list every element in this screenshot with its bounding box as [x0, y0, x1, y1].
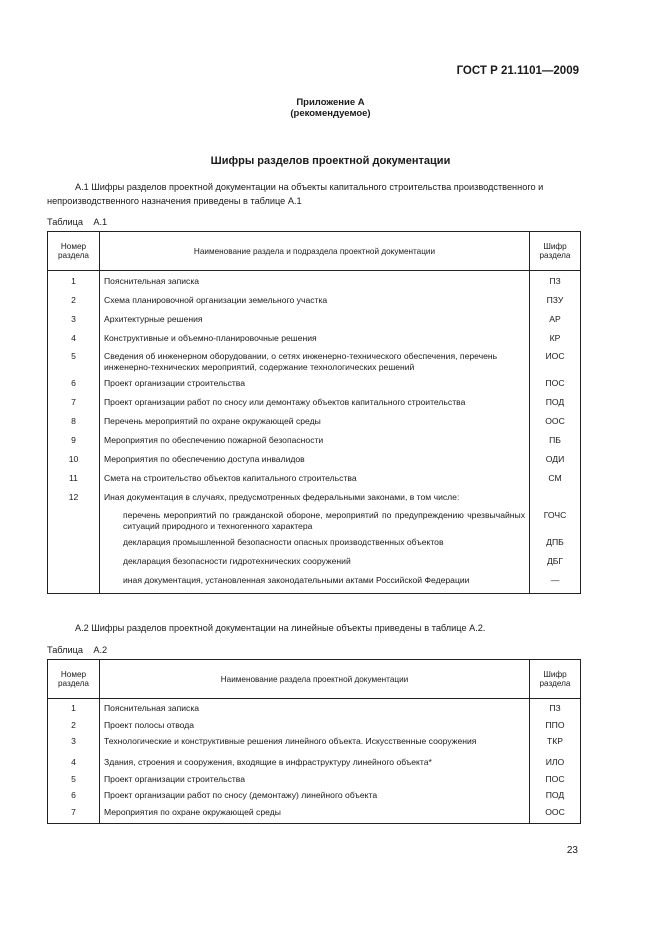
- section-code-cell: ПОС: [530, 377, 581, 396]
- table2-header-row: [48, 660, 581, 699]
- section-name-cell: Пояснительная записка: [100, 275, 530, 294]
- section-code-cell: КР: [530, 332, 581, 351]
- section-code-cell: ПОС: [530, 774, 581, 791]
- paragraph-a1: [47, 180, 581, 208]
- standard-number: ГОСТ Р 21.1101—2009: [456, 65, 579, 77]
- section-code-cell: —: [530, 574, 581, 594]
- table2-body: [48, 699, 581, 824]
- section-number-cell: 4: [48, 757, 100, 774]
- table-row: [48, 415, 581, 434]
- table-row: [48, 396, 581, 415]
- subsection-name-cell: перечень мероприятий по гражданской обороне, мероприятий по предупреждению чрезвычайных ситуаций природного и техногенного характера: [100, 510, 530, 536]
- table2-header-name: Наименование раздела проектной документации: [100, 660, 530, 699]
- table1-body: [48, 271, 581, 594]
- section-number-cell: [48, 574, 100, 594]
- section-name-cell: Мероприятия по охране окружающей среды: [100, 807, 530, 824]
- section-code-cell: АР: [530, 313, 581, 332]
- section-code-cell: СМ: [530, 472, 581, 491]
- table-row: [48, 574, 581, 594]
- section-code-cell: ПБ: [530, 434, 581, 453]
- table-row: [48, 774, 581, 791]
- table-row: [48, 453, 581, 472]
- section-number-cell: 1: [48, 703, 100, 720]
- table1-header-code: Шифр раздела: [530, 232, 581, 271]
- table1-header-number: Номер раздела: [48, 232, 100, 271]
- section-number-cell: 6: [48, 377, 100, 396]
- section-code-cell: ПОД: [530, 790, 581, 807]
- section-title: Шифры разделов проектной документации: [210, 155, 451, 167]
- section-name-cell: Перечень мероприятий по охране окружающей среды: [100, 415, 530, 434]
- section-name-cell: Схема планировочной организации земельного участка: [100, 294, 530, 313]
- section-code-cell: [530, 491, 581, 510]
- table1-header-name: Наименование раздела и подраздела проектной документации: [100, 232, 530, 271]
- table-row: [48, 555, 581, 574]
- section-name-cell: Проект полосы отвода: [100, 720, 530, 737]
- section-number-cell: 5: [48, 774, 100, 791]
- table-row: [48, 736, 581, 757]
- section-code-cell: ОДИ: [530, 453, 581, 472]
- section-name-cell: Пояснительная записка: [100, 703, 530, 720]
- table-row: [48, 434, 581, 453]
- section-name-cell: Мероприятия по обеспечению пожарной безопасности: [100, 434, 530, 453]
- table-row: [48, 536, 581, 555]
- section-number-cell: 8: [48, 415, 100, 434]
- paragraph-a2: [47, 621, 581, 635]
- table-row: [48, 275, 581, 294]
- appendix-title: Приложение А: [296, 97, 365, 108]
- section-number-cell: 2: [48, 720, 100, 737]
- table-row: [48, 472, 581, 491]
- section-code-cell: ИЛО: [530, 757, 581, 774]
- table-row: [48, 377, 581, 396]
- section-code-cell: ТКР: [530, 736, 581, 757]
- table-row: [48, 294, 581, 313]
- table2-header-number: Номер раздела: [48, 660, 100, 699]
- section-name-cell: Проект организации работ по сносу (демонтажу) линейного объекта: [100, 790, 530, 807]
- table-a1: [47, 231, 581, 594]
- appendix-subtitle: (рекомендуемое): [290, 108, 371, 119]
- section-number-cell: 9: [48, 434, 100, 453]
- section-name-cell: Мероприятия по обеспечению доступа инвалидов: [100, 453, 530, 472]
- table-row: [48, 720, 581, 737]
- section-code-cell: ПЗ: [530, 703, 581, 720]
- section-name-cell: Технологические и конструктивные решения линейного объекта. Искусственные сооружения: [100, 736, 530, 757]
- table1-caption-word: Таблица: [47, 217, 84, 227]
- section-name-cell: Смета на строительство объектов капитального строительства: [100, 472, 530, 491]
- paragraph-a1-text: А.1 Шифры разделов проектной документации на объекты капитального строительства производственного и непроизводственного назначения приведены в таблице А.1: [47, 182, 544, 206]
- table-row: [48, 790, 581, 807]
- table-row: [48, 491, 581, 510]
- subsection-name-cell: декларация безопасности гидротехнических сооружений: [100, 555, 530, 574]
- table-row: [48, 703, 581, 720]
- section-code-cell: ППО: [530, 720, 581, 737]
- section-number-cell: 3: [48, 313, 100, 332]
- section-name-cell: Иная документация в случаях, предусмотренных федеральными законами, в том числе:: [100, 491, 530, 510]
- section-code-cell: ПЗУ: [530, 294, 581, 313]
- section-code-cell: ДБГ: [530, 555, 581, 574]
- table-row: [48, 351, 581, 377]
- section-name-cell: Проект организации строительства: [100, 774, 530, 791]
- table-row: [48, 313, 581, 332]
- section-number-cell: 6: [48, 790, 100, 807]
- table1-caption: [47, 217, 107, 227]
- table1-header-row: [48, 232, 581, 271]
- table-row: [48, 757, 581, 774]
- page-number: 23: [566, 845, 578, 856]
- section-number-cell: 2: [48, 294, 100, 313]
- section-number-cell: 10: [48, 453, 100, 472]
- section-name-cell: Сведения об инженерном оборудовании, о сетях инженерно-технического обеспечения, перечень инженерно-технических мероприятий, содержание технологических решений: [100, 351, 530, 377]
- subsection-name-cell: декларация промышленной безопасности опасных производственных объектов: [100, 536, 530, 555]
- section-number-cell: 1: [48, 275, 100, 294]
- table2-header-code: Шифр раздела: [530, 660, 581, 699]
- table2-caption: [47, 645, 107, 655]
- section-number-cell: 5: [48, 351, 100, 377]
- section-number-cell: [48, 555, 100, 574]
- section-number-cell: 12: [48, 491, 100, 510]
- section-code-cell: ГОЧС: [530, 510, 581, 536]
- table-row: [48, 807, 581, 824]
- section-name-cell: Здания, строения и сооружения, входящие в инфраструктуру линейного объекта*: [100, 757, 530, 774]
- subsection-name-cell: иная документация, установленная законодательными актами Российской Федерации: [100, 574, 530, 594]
- section-name-cell: Архитектурные решения: [100, 313, 530, 332]
- section-name-cell: Проект организации работ по сносу или демонтажу объектов капитального строительства: [100, 396, 530, 415]
- paragraph-a2-text: А.2 Шифры разделов проектной документации на линейные объекты приведены в таблице А.2.: [75, 623, 486, 633]
- section-number-cell: 7: [48, 396, 100, 415]
- table2-caption-number: А.2: [93, 645, 108, 655]
- section-code-cell: ИОС: [530, 351, 581, 377]
- section-number-cell: 3: [48, 736, 100, 757]
- table2-caption-word: Таблица: [47, 645, 84, 655]
- section-number-cell: 7: [48, 807, 100, 824]
- table-row: [48, 332, 581, 351]
- section-number-cell: 4: [48, 332, 100, 351]
- section-code-cell: ДПБ: [530, 536, 581, 555]
- section-code-cell: ООС: [530, 807, 581, 824]
- section-code-cell: ПЗ: [530, 275, 581, 294]
- section-number-cell: [48, 536, 100, 555]
- table-a2: [47, 659, 581, 824]
- table1-caption-number: А.1: [93, 217, 108, 227]
- section-number-cell: [48, 510, 100, 536]
- section-number-cell: 11: [48, 472, 100, 491]
- section-code-cell: ПОД: [530, 396, 581, 415]
- table-row: [48, 510, 581, 536]
- section-name-cell: Проект организации строительства: [100, 377, 530, 396]
- section-code-cell: ООС: [530, 415, 581, 434]
- section-name-cell: Конструктивные и объемно-планировочные решения: [100, 332, 530, 351]
